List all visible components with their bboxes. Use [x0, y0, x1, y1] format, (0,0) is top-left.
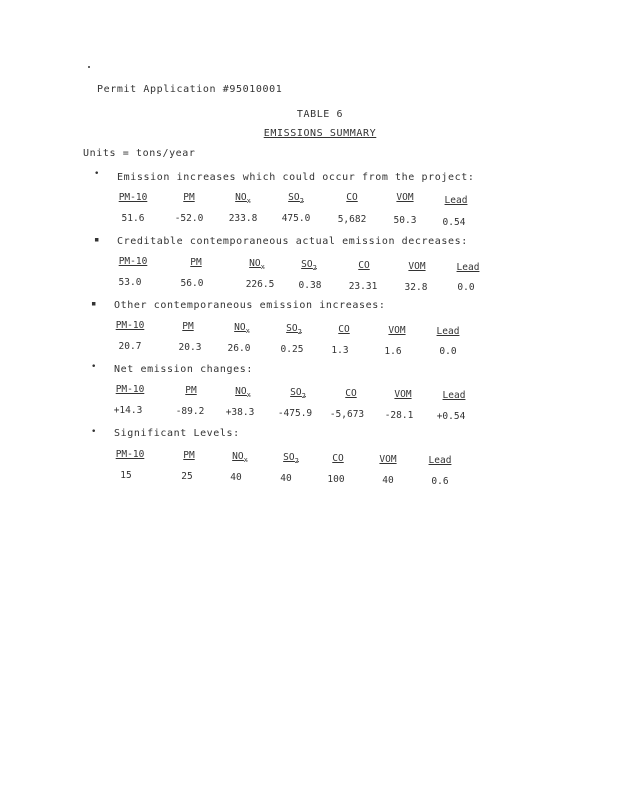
value-vom: 40: [382, 475, 394, 486]
section-title: Other contemporaneous emission increases:: [114, 300, 386, 311]
value-lead: 0.0: [457, 282, 475, 293]
col-header-lead: Lead: [456, 262, 480, 273]
col-header-pm10: PM-10: [118, 256, 148, 267]
col-header-pm: PM: [185, 385, 197, 396]
col-header-so2: $SO_2$: [286, 323, 302, 336]
value-lead: +0.54: [436, 411, 466, 422]
col-header-co: CO: [338, 324, 350, 335]
value-co: 1.3: [331, 345, 349, 356]
value-nox: 233.8: [228, 213, 258, 224]
value-pm: 20.3: [178, 342, 202, 353]
col-header-vom: VOM: [394, 389, 412, 400]
value-lead: 0.6: [431, 476, 449, 487]
col-header-lead: Lead: [444, 195, 468, 206]
value-nox: 26.0: [227, 343, 251, 354]
col-header-lead: Lead: [428, 455, 452, 466]
col-header-pm: PM: [183, 450, 195, 461]
value-nox: 226.5: [245, 279, 275, 290]
col-header-so2: $SO_2$: [283, 452, 299, 465]
col-header-nox: $NO_x$: [235, 192, 251, 205]
value-nox: +38.3: [225, 407, 255, 418]
value-pm: -89.2: [175, 406, 205, 417]
section-title: Emission increases which could occur from the project:: [117, 172, 475, 183]
bullet-icon: •: [91, 362, 97, 372]
col-header-vom: VOM: [408, 261, 426, 272]
value-lead: 0.54: [442, 217, 466, 228]
col-header-vom: VOM: [379, 454, 397, 465]
col-header-nox: $NO_x$: [249, 258, 265, 271]
col-header-so2: $SO_2$: [288, 192, 304, 205]
col-header-pm: PM: [182, 321, 194, 332]
units-label: Units = tons/year: [83, 148, 196, 159]
col-header-pm10: PM-10: [115, 384, 145, 395]
col-header-co: CO: [346, 192, 358, 203]
value-pm10: 15: [120, 470, 132, 481]
value-so2: 0.38: [298, 280, 322, 291]
value-pm: 25: [181, 471, 193, 482]
col-header-pm10: PM-10: [118, 192, 148, 203]
value-vom: 50.3: [393, 215, 417, 226]
value-vom: 32.8: [404, 282, 428, 293]
col-header-nox: $NO_x$: [232, 451, 248, 464]
value-co: -5,673: [329, 409, 365, 420]
value-co: 5,682: [337, 214, 367, 225]
col-header-pm: PM: [183, 192, 195, 203]
value-co: 100: [327, 474, 345, 485]
col-header-lead: Lead: [442, 390, 466, 401]
value-so2: 475.0: [281, 213, 311, 224]
section-title: Creditable contemporaneous actual emission decreases:: [117, 236, 468, 247]
bullet-icon: ▪: [91, 299, 97, 309]
col-header-co: CO: [358, 260, 370, 271]
col-header-co: CO: [345, 388, 357, 399]
col-header-pm: PM: [190, 257, 202, 268]
col-header-lead: Lead: [436, 326, 460, 337]
col-header-vom: VOM: [396, 192, 414, 203]
col-header-nox: $NO_x$: [235, 386, 251, 399]
value-lead: 0.0: [439, 346, 457, 357]
value-so2: 0.25: [280, 344, 304, 355]
col-header-pm10: PM-10: [115, 449, 145, 460]
section-title: Significant Levels:: [114, 428, 240, 439]
value-vom: 1.6: [384, 346, 402, 357]
value-pm: -52.0: [174, 213, 204, 224]
value-so2: 40: [280, 473, 292, 484]
bullet-icon: •: [94, 169, 100, 179]
value-pm10: 53.0: [118, 277, 142, 288]
value-nox: 40: [230, 472, 242, 483]
bullet-icon: •: [91, 427, 97, 437]
value-pm10: +14.3: [113, 405, 143, 416]
value-so2: -475.9: [277, 408, 313, 419]
section-title: Net emission changes:: [114, 364, 254, 375]
table-label: TABLE 6: [296, 109, 344, 120]
value-vom: -28.1: [384, 410, 414, 421]
col-header-pm10: PM-10: [115, 320, 145, 331]
scan-speck: [88, 66, 90, 68]
col-header-so2: $SO_2$: [301, 259, 317, 272]
table-title: EMISSIONS SUMMARY: [263, 128, 377, 139]
permit-header: Permit Application #95010001: [97, 84, 283, 95]
value-co: 23.31: [348, 281, 378, 292]
col-header-co: CO: [332, 453, 344, 464]
value-pm: 56.0: [180, 278, 204, 289]
value-pm10: 51.6: [121, 213, 145, 224]
col-header-nox: $NO_x$: [234, 322, 250, 335]
value-pm10: 20.7: [118, 341, 142, 352]
col-header-so2: $SO_2$: [290, 387, 306, 400]
bullet-icon: ▪: [94, 235, 100, 245]
col-header-vom: VOM: [388, 325, 406, 336]
